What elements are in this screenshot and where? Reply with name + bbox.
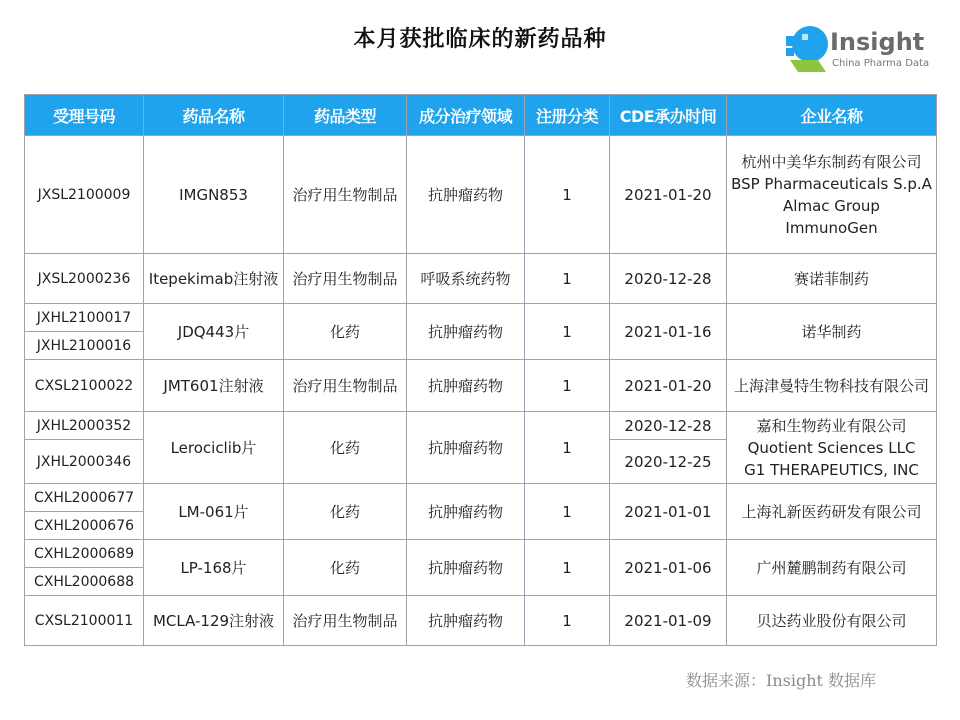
receipt-number-cell: JXHL2000346 (25, 440, 144, 484)
company-name-cell-line: Quotient Sciences LLC (747, 438, 916, 457)
therapeutic-area-cell: 抗肿瘤药物 (407, 484, 525, 540)
receipt-number-cell: CXSL2100022 (25, 360, 144, 412)
table-row (25, 254, 937, 304)
therapeutic-area-cell: 抗肿瘤药物 (407, 596, 525, 646)
page-title: 本月获批临床的新药品种 (353, 27, 607, 52)
receipt-number-cell: JXSL2100009 (25, 136, 144, 254)
logo-tagline: China Pharma Data (832, 58, 930, 69)
column-header-receipt-number: 受理号码 (25, 95, 144, 136)
column-header-cde-date: CDE承办时间 (610, 95, 727, 136)
column-header-drug-type: 药品类型 (284, 95, 407, 136)
table-body (25, 136, 937, 646)
receipt-number-cell: CXHL2000688 (25, 568, 144, 596)
company-name-cell (727, 596, 937, 646)
receipt-number-cell: CXHL2000676 (25, 512, 144, 540)
drug-type-cell: 治疗用生物制品 (284, 596, 407, 646)
table-row (25, 484, 937, 512)
company-name-cell-line: 赛诺菲制药 (793, 269, 869, 288)
receipt-number-cell: CXHL2000677 (25, 484, 144, 512)
drug-name-cell: JMT601注射液 (144, 360, 284, 412)
company-name-cell-line: 上海礼新医药研发有限公司 (741, 502, 922, 521)
column-header-therapeutic-area: 成分治疗领域 (407, 95, 525, 136)
registration-class-cell: 1 (525, 360, 610, 412)
registration-class-cell: 1 (525, 596, 610, 646)
table-row (25, 412, 937, 440)
drug-name-cell: IMGN853 (144, 136, 284, 254)
company-name-cell-line: 贝达药业股份有限公司 (756, 611, 907, 630)
drug-name-cell: LM-061片 (144, 484, 284, 540)
data-source-note: 数据来源：Insight 数据库 (686, 671, 877, 690)
registration-class-cell: 1 (525, 540, 610, 596)
therapeutic-area-cell: 抗肿瘤药物 (407, 540, 525, 596)
company-name-cell-line: 诺华制药 (801, 322, 862, 341)
column-header-registration-class: 注册分类 (525, 95, 610, 136)
company-name-cell (727, 304, 937, 360)
cde-date-cell: 2021-01-20 (610, 136, 727, 254)
company-name-cell-line: 杭州中美华东制药有限公司 (741, 152, 922, 171)
drug-name-cell: Lerociclib片 (144, 412, 284, 484)
registration-class-cell: 1 (525, 484, 610, 540)
cde-date-cell: 2021-01-09 (610, 596, 727, 646)
drug-type-cell: 化药 (284, 540, 407, 596)
drug-name-cell: MCLA-129注射液 (144, 596, 284, 646)
receipt-number-cell: JXHL2100016 (25, 332, 144, 360)
table-row (25, 360, 937, 412)
cde-date-cell: 2020-12-25 (610, 440, 727, 484)
drug-type-cell: 治疗用生物制品 (284, 360, 407, 412)
drug-name-cell: Itepekimab注射液 (144, 254, 284, 304)
receipt-number-cell: JXHL2000352 (25, 412, 144, 440)
insight-logo (780, 22, 950, 74)
table-row (25, 540, 937, 568)
registration-class-cell: 1 (525, 136, 610, 254)
receipt-number-cell: JXHL2100017 (25, 304, 144, 332)
table-row (25, 596, 937, 646)
registration-class-cell: 1 (525, 412, 610, 484)
column-header-drug-name: 药品名称 (144, 95, 284, 136)
therapeutic-area-cell: 抗肿瘤药物 (407, 360, 525, 412)
company-name-cell-line: G1 THERAPEUTICS, INC (744, 460, 919, 479)
therapeutic-area-cell: 抗肿瘤药物 (407, 136, 525, 254)
registration-class-cell: 1 (525, 304, 610, 360)
registration-class-cell: 1 (525, 254, 610, 304)
receipt-number-cell: CXHL2000689 (25, 540, 144, 568)
company-name-cell (727, 360, 937, 412)
insight-logo-icon (780, 22, 828, 74)
cde-date-cell: 2021-01-20 (610, 360, 727, 412)
company-name-cell (727, 412, 937, 484)
drug-type-cell: 治疗用生物制品 (284, 254, 407, 304)
table-header-row (25, 95, 937, 136)
company-name-cell-line: Almac Group (783, 196, 880, 215)
logo-brand: Insight (830, 28, 925, 56)
drug-name-cell: LP-168片 (144, 540, 284, 596)
cde-date-cell: 2020-12-28 (610, 254, 727, 304)
table-row (25, 304, 937, 332)
drug-type-cell: 化药 (284, 304, 407, 360)
approval-table (24, 94, 937, 646)
cde-date-cell: 2021-01-06 (610, 540, 727, 596)
cde-date-cell: 2021-01-16 (610, 304, 727, 360)
column-header-company-name: 企业名称 (727, 95, 937, 136)
company-name-cell-line: BSP Pharmaceuticals S.p.A (731, 174, 932, 193)
company-name-cell (727, 540, 937, 596)
table-row (25, 136, 937, 254)
company-name-cell-line: 嘉和生物药业有限公司 (756, 416, 907, 435)
receipt-number-cell: JXSL2000236 (25, 254, 144, 304)
drug-name-cell: JDQ443片 (144, 304, 284, 360)
company-name-cell-line: 上海津曼特生物科技有限公司 (733, 376, 929, 395)
company-name-cell-line: ImmunoGen (785, 218, 878, 237)
drug-type-cell: 治疗用生物制品 (284, 136, 407, 254)
therapeutic-area-cell: 抗肿瘤药物 (407, 412, 525, 484)
drug-type-cell: 化药 (284, 484, 407, 540)
therapeutic-area-cell: 抗肿瘤药物 (407, 304, 525, 360)
therapeutic-area-cell: 呼吸系统药物 (407, 254, 525, 304)
receipt-number-cell: CXSL2100011 (25, 596, 144, 646)
company-name-cell-line: 广州麓鹏制药有限公司 (756, 558, 907, 577)
company-name-cell (727, 136, 937, 254)
drug-type-cell: 化药 (284, 412, 407, 484)
cde-date-cell: 2021-01-01 (610, 484, 727, 540)
company-name-cell (727, 254, 937, 304)
company-name-cell (727, 484, 937, 540)
cde-date-cell: 2020-12-28 (610, 412, 727, 440)
